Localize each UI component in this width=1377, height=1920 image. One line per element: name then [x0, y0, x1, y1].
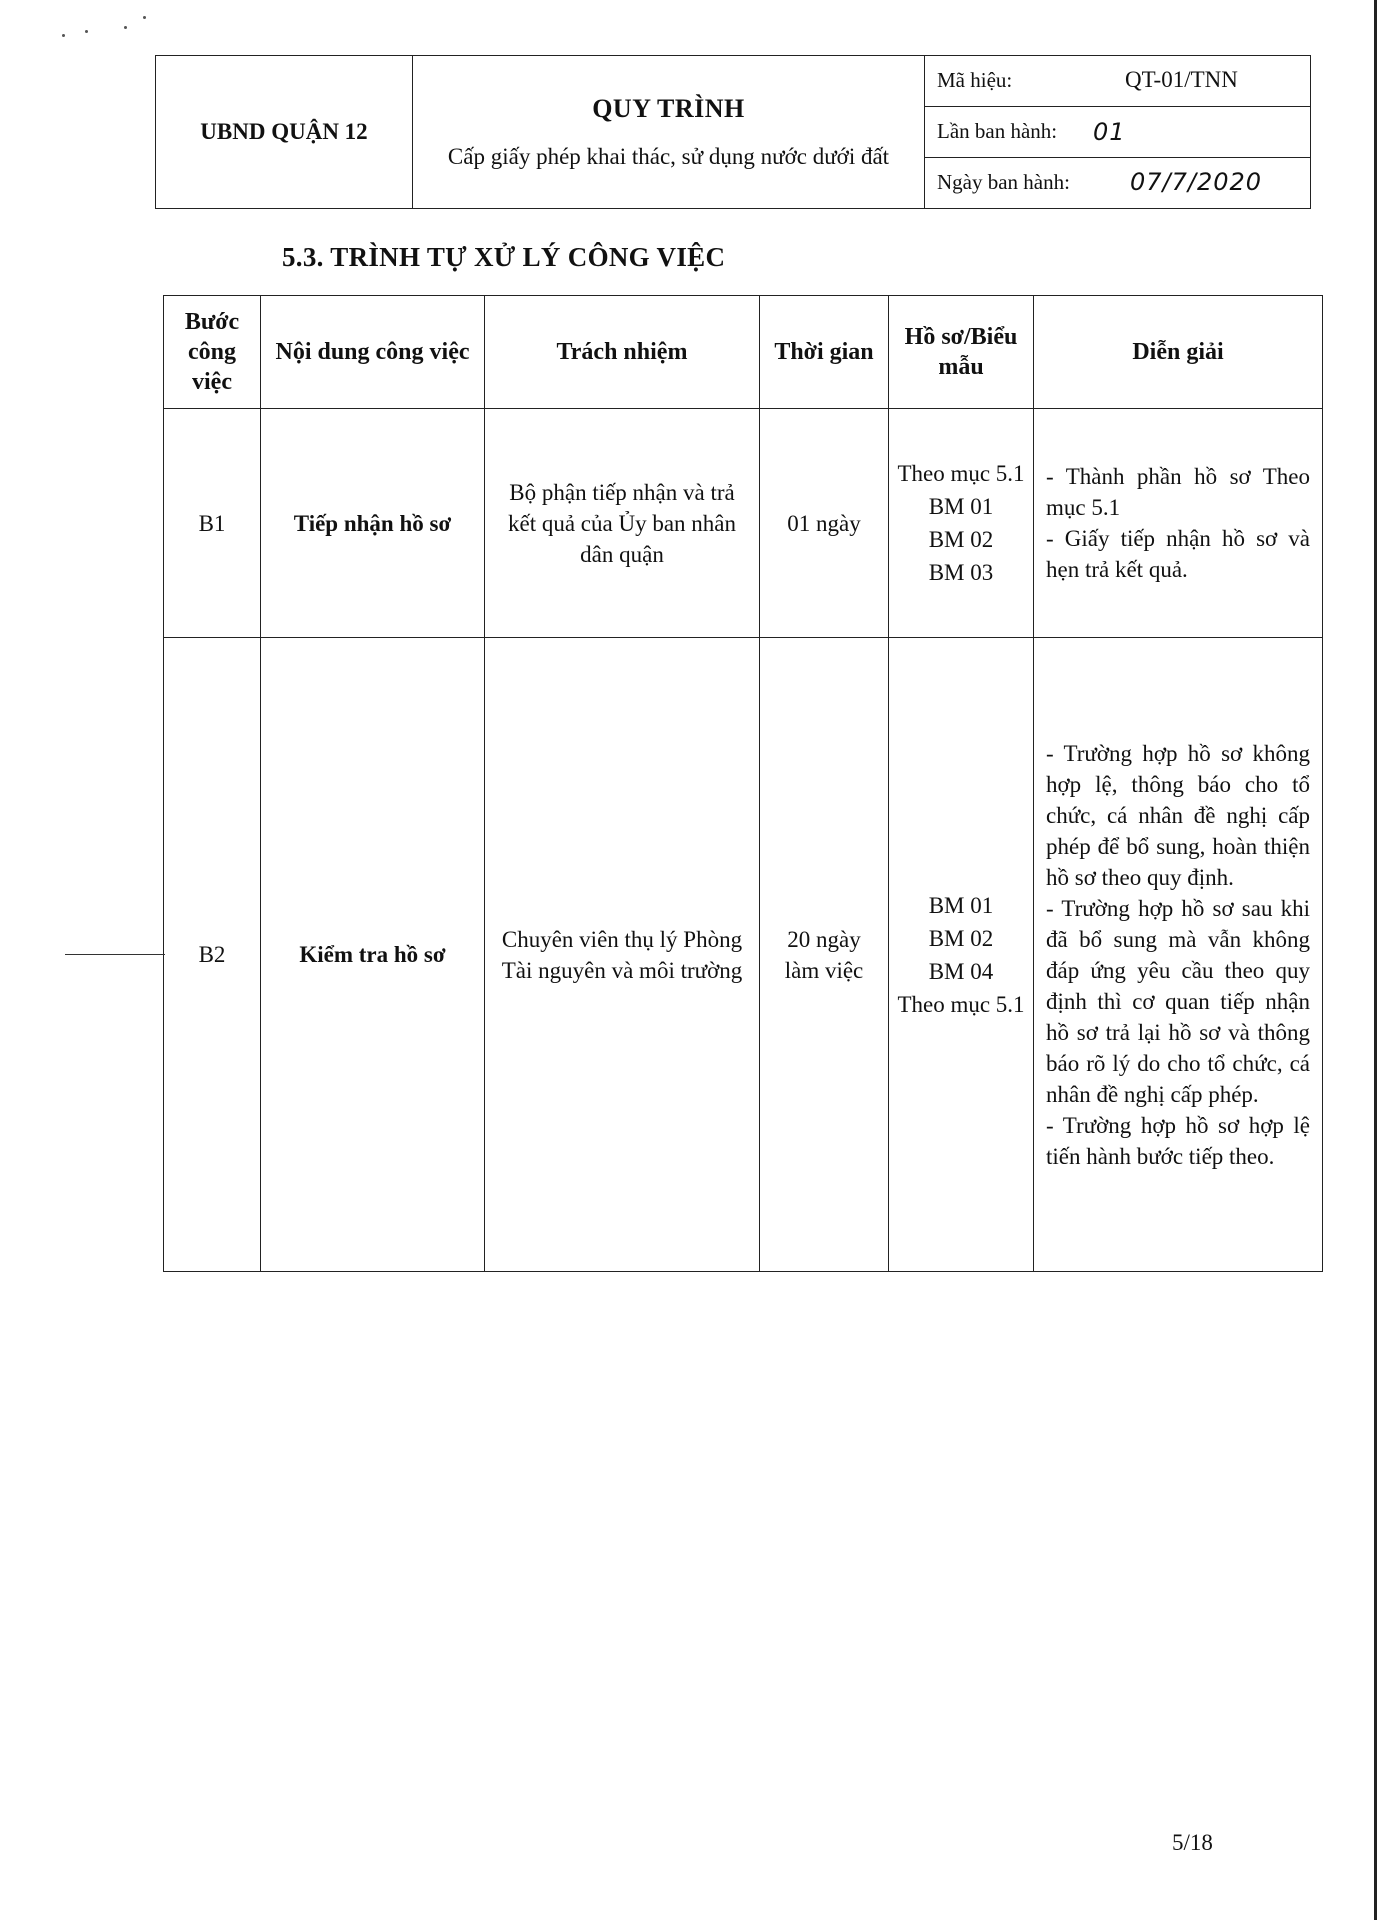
explanation-item: - Giấy tiếp nhận hồ sơ và hẹn trả kết quả. [1046, 526, 1310, 582]
code-cell [925, 56, 1311, 107]
form-item: BM 01 [928, 892, 994, 918]
time-cell: 01 ngày [760, 409, 889, 638]
issue-cell [925, 107, 1311, 158]
column-header: Nội dung công việc [261, 296, 485, 409]
form-item: BM 04 [928, 958, 994, 984]
scan-speck [124, 26, 127, 29]
explanation-item: - Trường hợp hồ sơ không hợp lệ, thông báo cho tổ chức, cá nhân đề nghị cấp phép để bổ sung, hoàn thiện hồ sơ theo quy định. [1046, 740, 1310, 890]
organization-name: UBND QUẬN 12 [156, 56, 413, 209]
content-cell: Kiểm tra hồ sơ [261, 638, 485, 1272]
form-item: BM 02 [928, 925, 994, 951]
column-header: Bước công việc [164, 296, 261, 409]
step-cell: B1 [164, 409, 261, 638]
column-header: Trách nhiệm [485, 296, 760, 409]
form-item: Theo mục 5.1 [897, 461, 1025, 486]
forms-cell [889, 638, 1034, 1272]
margin-dash [65, 954, 165, 955]
scan-speck [143, 16, 146, 19]
form-item: BM 03 [928, 560, 994, 585]
code-value: QT-01/TNN [1125, 67, 1238, 92]
section-title: 5.3. TRÌNH TỰ XỬ LÝ CÔNG VIỆC [282, 242, 726, 272]
responsibility-cell: Bộ phận tiếp nhận và trả kết quả của Ủy ban nhân dân quận [485, 409, 760, 638]
explanation-cell [1034, 409, 1323, 638]
date-cell [925, 158, 1311, 209]
procedure-title: QUY TRÌNH [592, 94, 745, 123]
column-header: Diễn giải [1034, 296, 1323, 409]
step-cell: B2 [164, 638, 261, 1272]
column-header: Thời gian [760, 296, 889, 409]
issue-value: 01 [1093, 118, 1126, 146]
forms-cell [889, 409, 1034, 638]
procedure-title-cell [413, 56, 925, 209]
explanation-item: - Trường hợp hồ sơ sau khi đã bổ sung mà vẫn không đáp ứng yêu cầu theo quy định thì cơ quan tiếp nhận hồ sơ trả lại hồ sơ và thông báo rõ lý do cho tổ chức, cá nhân đề nghị cấp phép. [1046, 895, 1310, 1107]
date-value: 07/7/2020 [1130, 168, 1263, 196]
explanation-item: - Trường hợp hồ sơ hợp lệ tiến hành bước tiếp theo. [1046, 1112, 1310, 1169]
responsibility-cell: Chuyên viên thụ lý Phòng Tài nguyên và môi trường [485, 638, 760, 1272]
process-table [163, 295, 1323, 1272]
table-row [164, 638, 1323, 1272]
issue-label: Lần ban hành: [937, 119, 1058, 143]
procedure-description: Cấp giấy phép khai thác, sử dụng nước dưới đất [447, 144, 890, 169]
scan-speck [85, 30, 88, 33]
content-cell: Tiếp nhận hồ sơ [261, 409, 485, 638]
code-label: Mã hiệu: [937, 68, 1013, 92]
page-number: 5/18 [1172, 1830, 1213, 1855]
scan-speck [62, 34, 65, 37]
time-cell: 20 ngày làm việc [760, 638, 889, 1272]
explanation-item: - Thành phần hồ sơ Theo mục 5.1 [1046, 464, 1310, 520]
form-item: BM 01 [928, 494, 994, 519]
explanation-cell [1034, 638, 1323, 1272]
column-header: Hồ sơ/Biểu mẫu [889, 296, 1034, 409]
table-header-row [164, 296, 1323, 409]
form-item: Theo mục 5.1 [897, 991, 1025, 1017]
date-label: Ngày ban hành: [937, 170, 1070, 194]
table-row [164, 409, 1323, 638]
document-header [155, 55, 1311, 209]
form-item: BM 02 [928, 527, 994, 552]
